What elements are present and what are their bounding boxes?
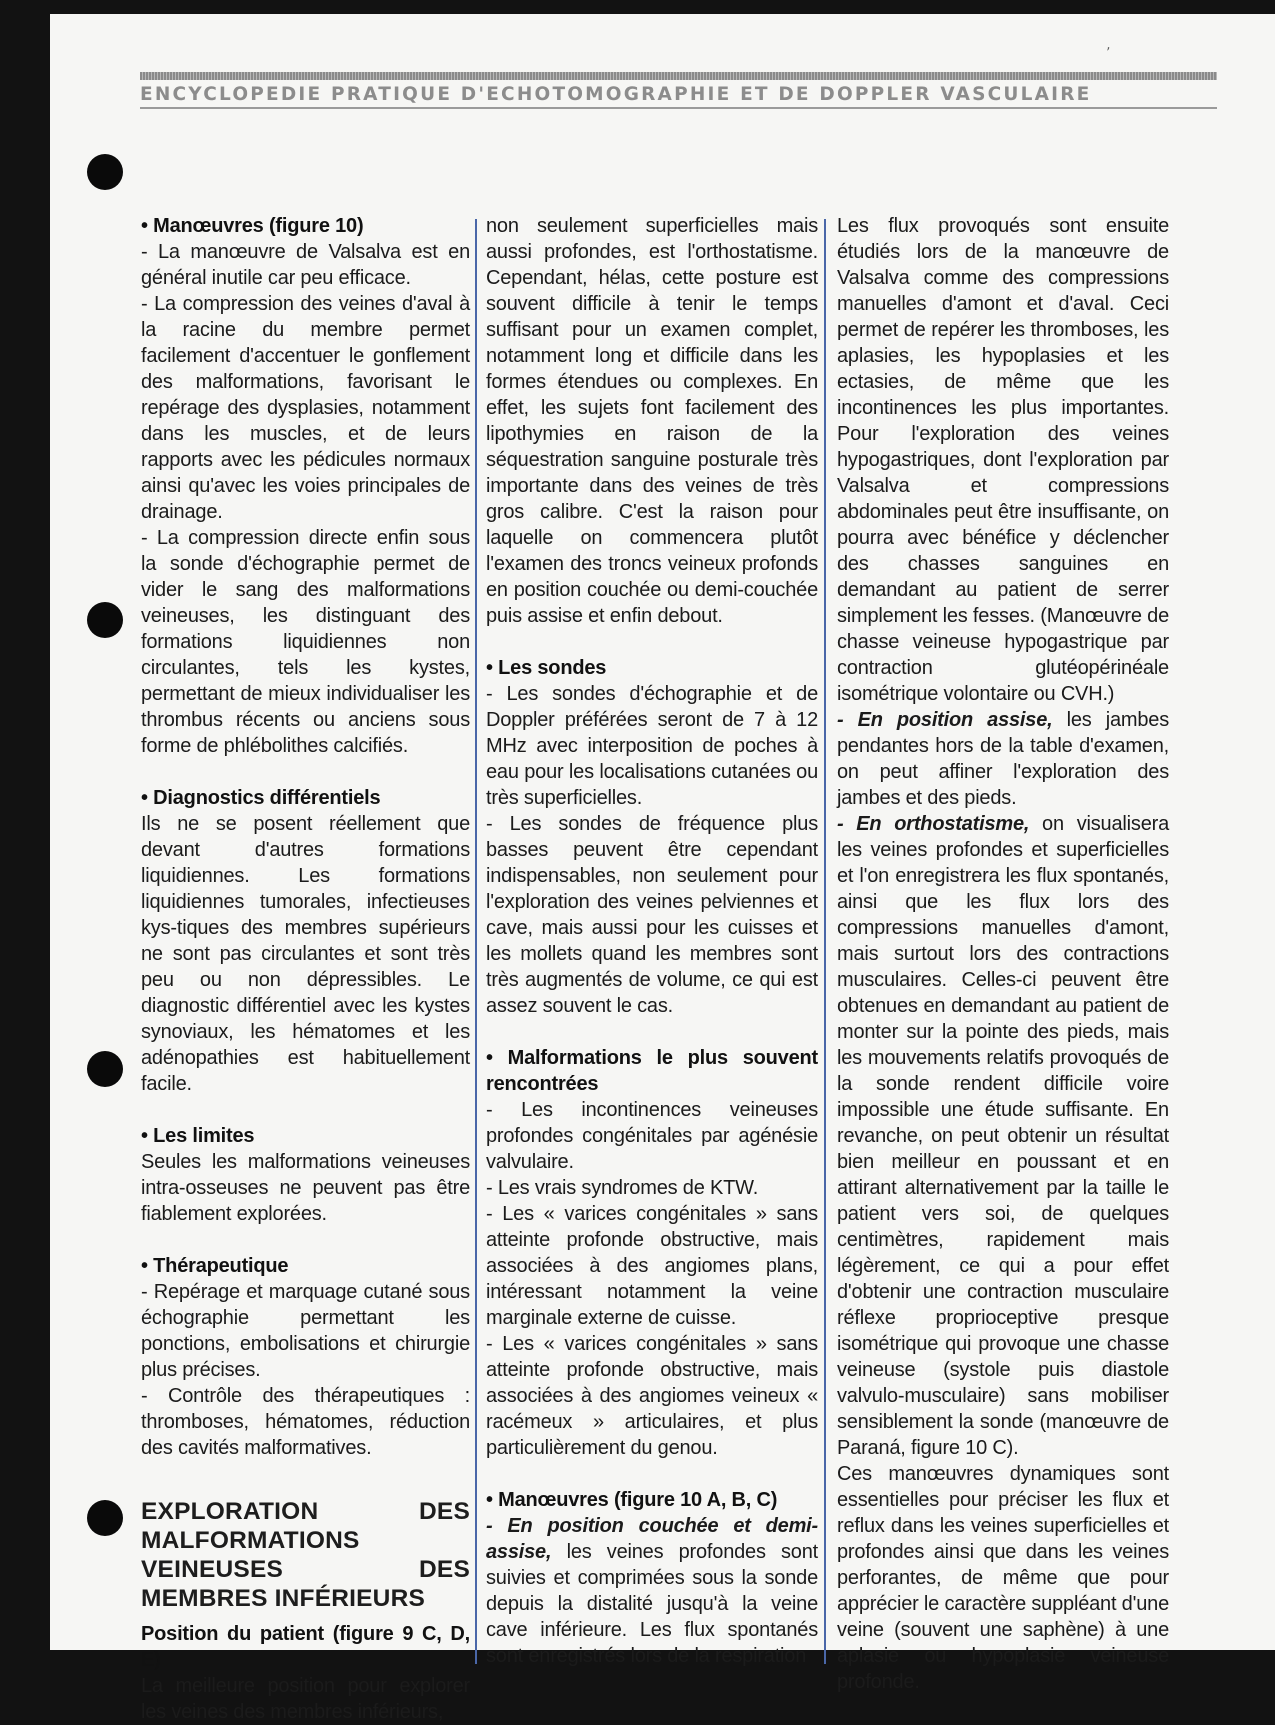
page-sheet [50,14,1275,1723]
emphasis: - En orthostatisme, [837,813,1030,835]
header-bottom-rule [140,107,1217,109]
paragraph: Seules les malformations veineuses intra-osseuses ne peuvent pas être fiablement explorées. [141,1151,470,1225]
pen-mark: , [1105,35,1115,53]
section-title: EXPLORATION DES MALFORMATIONS VEINEUSES DES MEMBRES INFÉRIEURS [141,1498,470,1612]
paragraph: - Les incontinences veineuses profondes congénitales par agénésie valvulaire. [486,1099,818,1173]
paragraph-text: les veines profondes sont suivies et comprimées sous la sonde depuis la distalité jusqu'à la veine cave inférieure. Les flux spontanés sont enregistrés lors de la respiration [486,1541,818,1667]
paragraph: - Les sondes de fréquence plus basses peuvent être cependant indispensables, non seulement pour l'exploration des veines pelviennes et cave, mais aussi pour les cuisses et les mollets quand les membres sont très augmentés de volume, ce qui est assez souvent le cas. [486,813,818,1017]
paragraph-text: les jambes pendantes hors de la table d'examen, on peut affiner l'exploration des jambes et des pieds. [837,709,1169,809]
paragraph: Les flux provoqués sont ensuite étudiés lors de la manœuvre de Valsalva comme des compressions manuelles d'amont et d'aval. Ceci permet de repérer les thromboses, les aplasies, les hypoplasies et les ectasies, de même que les incontinences les plus importantes. Pour l'exploration des veines hypogastriques, dont l'exploration par Valsalva et compressions abdominales peut être insuffisante, on pourra avec bénéfice y déclencher des chasses sanguines en demandant au patient de serrer simplement les fesses. (Manœuvre de chasse veineuse hypogastrique par contraction glutéopérinéale isométrique volontaire ou CVH.) [837,215,1170,705]
paragraph: - La manœuvre de Valsalva est en général inutile car peu efficace. [141,241,470,289]
subheading-sondes: • Les sondes [486,657,607,679]
subheading-manoeuvres: • Manœuvres (figure 10) [141,215,364,237]
paragraph [837,811,1169,1461]
paragraph: - Les sondes d'échographie et de Doppler préférées seront de 7 à 12 MHz avec interposition de poches à eau pour les localisations cutanées ou très superficielles. [486,683,818,809]
paragraph: - Les « varices congénitales » sans atteinte profonde obstructive, mais associées à des angiomes veineux « racémeux » articulaires, et plus particulièrement du genou. [486,1333,818,1459]
emphasis: - En position couchée et demi-assise, [486,1515,818,1563]
paragraph [837,707,1169,811]
paragraph: - La compression des veines d'aval à la racine du membre permet facilement d'accentuer le gonflement des malformations, favorisant le repérage des dysplasies, notamment dans les muscles, et de leurs rapports avec les pédicules normaux ainsi qu'avec les voies principales de drainage. [141,293,470,523]
paragraph: - Les « varices congénitales » sans atteinte profonde obstructive, mais associées à des angiomes plans, intéressant notamment la veine marginale externe de cuisse. [486,1203,818,1329]
paragraph: Ils ne se posent réellement que devant d'autres formations liquidiennes. Les formations liquidiennes tumorales, infectieuses kys-tiques des membres supérieurs ne sont pas circulantes et sont très peu ou non dépressibles. Le diagnostic différentiel avec les kystes synoviaux, les hématomes et les adénopathies est habituellement facile. [141,813,470,1095]
paragraph-text: on visualisera les veines profondes et superficielles et l'on enregistrera les flux spontanés, ainsi que les flux lors des compressions manuelles d'amont, mais surtout lors des contractions musculaires. Celles-ci peuvent être obtenues en demandant au patient de monter sur la pointe des pieds, mais les mouvements relatifs provoqués de la sonde rendent difficile voire impossible une étude suffisante. En revanche, on peut obtenir un résultat bien meilleur en poussant et en attirant alternativement par la taille le patient vers soi, de quelques centimètres, rapidement mais légèrement, ce qui a pour effet d'obtenir une contraction musculaire réflexe proprioceptive presque isométrique qui provoque une chasse veineuse (systole puis diastole valvulo-musculaire) sans mobiliser sensiblement la sonde (manœuvre de Paraná, figure 10 C). [837,813,1169,1459]
subheading-manoeuvres-abc: • Manœuvres (figure 10 A, B, C) [486,1489,778,1511]
punch-hole [87,154,123,190]
column-2 [486,213,818,1669]
subheading-position: Position du patient (figure 9 C, D, E) [141,1623,470,1671]
paragraph: - Contrôle des thérapeutiques : thromboses, hématomes, réduction des cavités malformatives. [141,1385,470,1459]
subheading-malformations: • Malformations le plus souvent rencontrées [486,1047,818,1095]
subheading-diagnostics: • Diagnostics différentiels [141,787,381,809]
header-top-rule [140,72,1217,80]
punch-hole [87,1500,123,1536]
subheading-limites: • Les limites [141,1125,255,1147]
column-divider [475,219,477,1664]
column-1 [141,213,470,1725]
column-3 [837,213,1169,1695]
emphasis: - En position assise, [837,709,1053,731]
paragraph [486,1513,818,1669]
subheading-therapeutique: • Thérapeutique [141,1255,289,1277]
paragraph: Ces manœuvres dynamiques sont essentielles pour préciser les flux et reflux dans les veines superficielles et profondes ainsi que dans les veines perforantes, de même que pour apprécier le caractère suppléant d'une veine (souvent une saphène) à une aplasie ou hypoplasie veineuse profonde. [837,1463,1169,1693]
paragraph: - Les vrais syndromes de KTW. [486,1177,759,1199]
paragraph: - Repérage et marquage cutané sous échographie permettant les ponctions, embolisations et chirurgie plus précises. [141,1281,470,1381]
punch-hole [87,602,123,638]
punch-hole [87,1051,123,1087]
paragraph: - La compression directe enfin sous la sonde d'échographie permet de vider le sang des malformations veineuses, les distinguant des formations liquidiennes non circulantes, tels les kystes, permettant de mieux individualiser les thrombus récents ou anciens sous forme de phlébolithes calcifiés. [141,527,470,757]
column-divider [824,219,826,1664]
paragraph: non seulement superficielles mais aussi profondes, est l'orthostatisme. Cependant, hélas, cette posture est souvent difficile à tenir le temps suffisant pour un examen complet, notamment long et difficile dans les formes étendues ou complexes. En effet, les sujets font facilement des lipothymies en raison de la séquestration sanguine posturale très importante dans des veines de très gros calibre. C'est la raison pour laquelle on commencera plutôt l'examen des troncs veineux profonds en position couchée ou demi-couchée puis assise et enfin debout. [486,215,818,627]
paragraph: La meilleure position pour explorer les veines des membres inférieurs, [141,1675,470,1723]
running-header: ENCYCLOPEDIE PRATIQUE D'ECHOTOMOGRAPHIE ET DE DOPPLER VASCULAIRE [140,84,1092,105]
